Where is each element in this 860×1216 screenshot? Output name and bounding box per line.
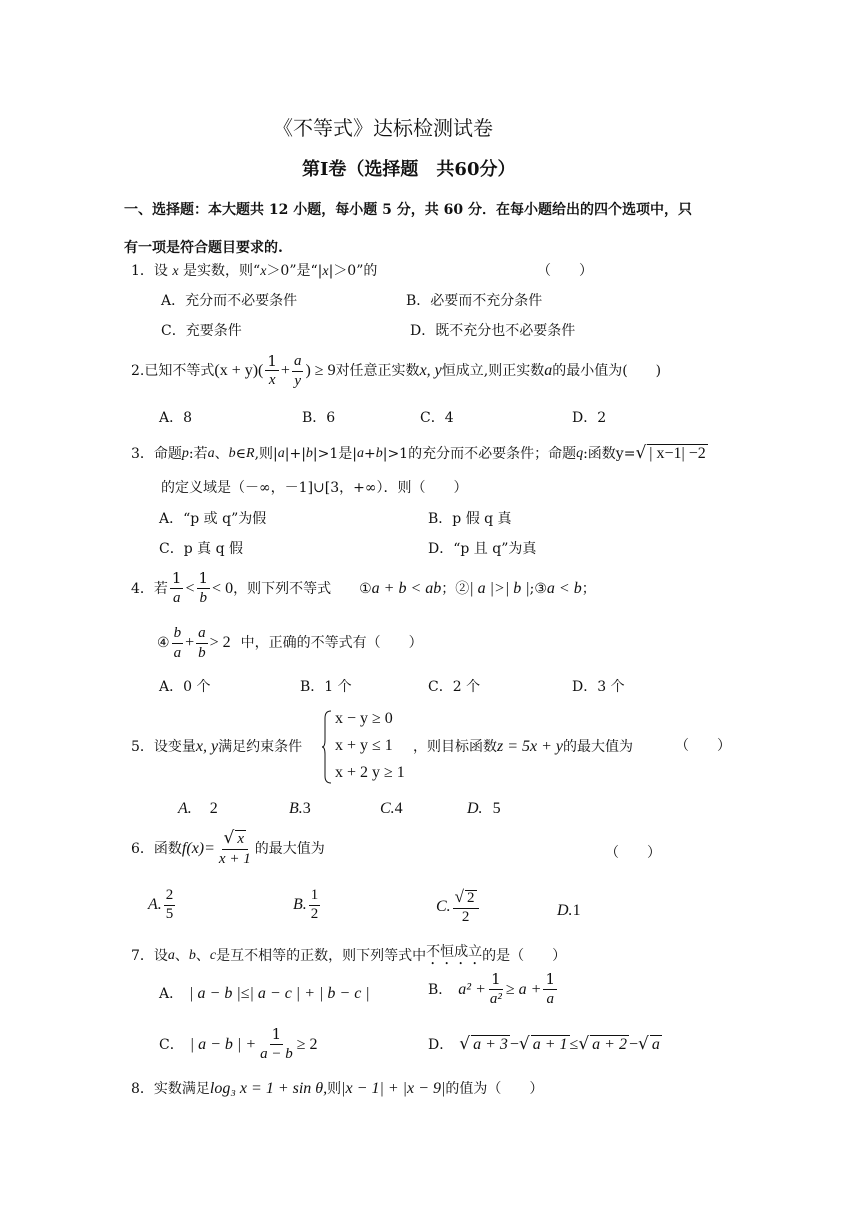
q2-text: 恒成立,则正实数 <box>441 363 545 380</box>
question-2: 2. 已知不等式 (x + y)( $\frac{1}{x}$ + $\frac{a}{y}$ ) ≥ 9 对任意正实数 x, y 恒成立,则正实数 a 的最小值为( ) <box>131 351 662 389</box>
q1-number: 1．设 <box>131 263 173 279</box>
q2-expr: ) ≥ 9 <box>305 362 336 380</box>
q1-option-c: C．充要条件 <box>161 323 242 339</box>
q5-option-c: C.4 <box>380 800 403 817</box>
q6-option-a: A. $\frac{2}{5}$ <box>148 887 174 922</box>
q3-sqrt-expr: | x−1| −2 <box>649 445 706 463</box>
q1-text: |＞0”的 <box>328 263 378 279</box>
q1-var: x <box>322 264 329 279</box>
q3-option-a: A．“p 或 q”为假 <box>159 511 267 527</box>
section-instruction-line1: 一、选择题：本大题共 12 小题，每小题 5 分，共 60 分．在每小题给出的四个选项中，只 <box>124 202 692 218</box>
q1-option-a: A．充分而不必要条件 <box>161 293 298 309</box>
q1-option-b: B．必要而不充分条件 <box>406 293 543 309</box>
q7-option-d: D． √ a + 3 − √ a + 1 ≤ √ a + 2 − √ a <box>428 1034 660 1054</box>
q2-option-b: B．6 <box>302 410 336 426</box>
q2-fraction-2: $\frac{a}{y}$ <box>293 353 302 389</box>
q3-option-d: D．“p 且 q”为真 <box>428 541 537 557</box>
q6-option-c: C. $\frac{√ 2}{2}$ <box>436 888 481 926</box>
q2-option-a: A．8 <box>159 410 193 426</box>
q1-text: 是实数，则“ <box>178 263 261 279</box>
q5-brace <box>321 710 333 784</box>
q2-expr: (x + y)( <box>214 362 264 380</box>
q6-option-d: D.1 <box>557 902 581 919</box>
q2-fraction-1: $\frac{1}{x}$ <box>267 351 277 389</box>
q5-constraint-1: x − y ≥ 0 <box>335 710 393 727</box>
q6-answer-paren: （ ） <box>605 845 661 861</box>
q7-option-b: B． a² + $\frac{1}{\text{a²}}$ ≥ a + $\frac{1}{a}$ <box>428 970 556 1007</box>
q1-var: x <box>260 264 267 279</box>
q5-answer-paren: （ ） <box>675 738 731 754</box>
question-1 <box>131 263 377 280</box>
q3-domain-text: 的定义域是（－∞，－1]∪[3，+∞）．则（ ） <box>161 480 468 496</box>
q2-var-a: a <box>544 362 553 380</box>
section-instruction-line2: 有一项是符合题目要求的. <box>124 240 283 256</box>
q1-var: x <box>172 264 179 279</box>
q5-constraint-2: x + y ≤ 1 <box>335 737 393 754</box>
question-3: 3．命题 p :若 a 、 b ∈ R ,则| a |+| b |>1是| a + b |>1的充分而不必要条件；命题 q :函数y= √ | x−1| −2 <box>131 443 706 463</box>
page-title: 《不等式》达标检测试卷 <box>273 116 493 140</box>
question-5: 5．设变量 x, y 满足约束条件 <box>131 738 303 756</box>
q7-option-a: A． | a − b |≤| a − c | + | b − c | <box>159 985 370 1003</box>
q2-text: 的最小值为( ) <box>552 363 662 380</box>
q5-constraint-3: x + 2 y ≥ 1 <box>335 764 405 781</box>
q4-option-a: A．0 个 <box>159 679 211 695</box>
q2-option-c: C．4 <box>420 410 454 426</box>
q4-inequality-4: ④ $\frac{b}{a}$ + $\frac{a}{b}$ > 2 中，正确的不等式有（ ） <box>157 625 423 661</box>
question-4: 4．若 $\frac{1}{a}$ < $\frac{1}{b}$ < 0 ，则下列不等式 ① a + b < ab ；② | a |>| b | ;③ a < b ； <box>131 569 596 606</box>
q6-option-b: B. $\frac{1}{2}$ <box>293 887 319 922</box>
q3-option-b: B．p 假 q 真 <box>428 511 512 527</box>
question-7: 7．设 a 、 b 、 c 是互不相等的正数，则下列等式中 不恒成立 的是（ ） <box>131 944 567 964</box>
q3-option-c: C．p 真 q 假 <box>159 541 243 557</box>
q1-answer-paren: （ ） <box>537 263 593 279</box>
q1-text: ＞0”是“| <box>266 263 323 279</box>
q2-option-d: D．2 <box>572 410 607 426</box>
q7-option-c: C． | a − b | + $\frac{1}{a - b}$ ≥ 2 <box>159 1025 318 1062</box>
question-8: 8．实数满足 log₃ x = 1 + sin θ, 则 |x − 1| + |x − 9| 的值为（ ） <box>131 1080 544 1098</box>
q5-option-b: B.3 <box>289 800 311 817</box>
q4-option-b: B．1 个 <box>300 679 352 695</box>
q2-text: 已知不等式 <box>144 363 215 380</box>
q2-number: 2. <box>131 363 145 380</box>
q5-option-a: A. 2 <box>178 800 218 817</box>
q5-option-d: D. 5 <box>467 800 501 817</box>
q4-option-d: D．3 个 <box>572 679 625 695</box>
q2-vars: x, y <box>419 362 442 380</box>
q4-option-c: C．2 个 <box>428 679 481 695</box>
question-6: 6．函数 f(x)= $\frac{√ x}{x + 1}$ 的最大值为 <box>131 828 325 867</box>
section-subtitle: 第Ⅰ卷（选择题 共60分） <box>302 159 516 180</box>
q2-text: 对任意正实数 <box>335 363 420 380</box>
q1-option-d: D．既不充分也不必要条件 <box>410 323 576 339</box>
q5-objective: ，则目标函数 z = 5x + y 的最大值为 <box>413 738 634 756</box>
